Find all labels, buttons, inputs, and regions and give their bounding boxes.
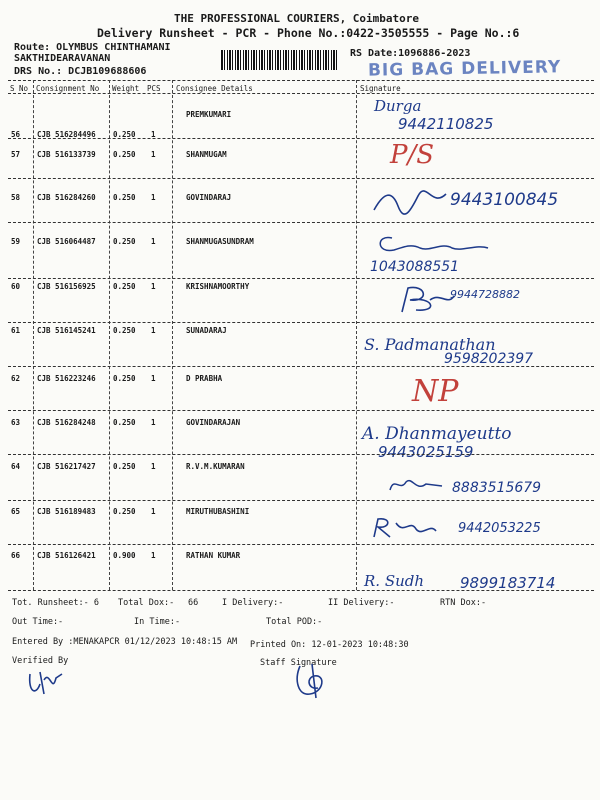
row-sno: 63 (11, 418, 21, 427)
row-pcs: 1 (151, 462, 156, 471)
row-sno: 65 (11, 507, 21, 516)
row-weight: 0.250 (113, 418, 136, 427)
rs-date: RS Date:1096886-2023 (350, 48, 471, 59)
table-top-rule (8, 80, 594, 81)
row-signature: 9442053225 (458, 521, 541, 536)
total-runsheet: Tot. Runsheet:- 6 (12, 598, 99, 608)
row-consignee: PREMKUMARI (186, 110, 232, 119)
row-consignee: R.V.M.KUMARAN (186, 462, 245, 471)
row-pcs: 1 (151, 150, 156, 159)
row-consignment: CJB 516133739 (37, 150, 96, 159)
row-pcs: 1 (151, 282, 156, 291)
row-weight: 0.250 (113, 193, 136, 202)
entered-by: Entered By :MENAKAPCR 01/12/2023 10:48:15 AM (12, 637, 238, 647)
row-sno: 58 (11, 193, 21, 202)
col-sno: S No (10, 84, 29, 93)
row-weight: 0.250 (113, 282, 136, 291)
delivery-boy: SAKTHIDEARAVANAN (14, 53, 111, 64)
barcode (221, 50, 339, 70)
row-consignee: SUNADARAJ (186, 326, 227, 335)
row-consignee: RATHAN KUMAR (186, 551, 241, 560)
row-pcs: 1 (151, 326, 156, 335)
row-consignment: CJB 516126421 (37, 551, 96, 560)
row-sno: 66 (11, 551, 21, 560)
row-signature-name: R. Sudh (364, 572, 425, 590)
row-consignment: CJB 516189483 (37, 507, 96, 516)
signature-scribble (372, 228, 492, 258)
runsheet-title: Delivery Runsheet - PCR - Phone No.:0422-3505555 - Page No.:6 (97, 26, 520, 40)
signature-scribble (396, 282, 456, 318)
row-consignee: KRISHNAMOORTHY (186, 282, 250, 291)
drs-number: DRS No.: DCJB109688606 (14, 66, 147, 77)
row-consignment: CJB 516145241 (37, 326, 96, 335)
col-divider (172, 80, 173, 590)
row-signature: 9944728882 (450, 288, 520, 301)
row-consignee: GOVINDARAJAN (186, 418, 241, 427)
col-consignee: Consignee Details (176, 84, 253, 93)
row-consignee: SHANMUGAM (186, 150, 227, 159)
out-time: Out Time:- (12, 617, 64, 627)
staff-signature: Staff Signature (260, 658, 337, 668)
col-weight: Weight (112, 84, 140, 93)
row-consignment: CJB 516156925 (37, 282, 96, 291)
row-consignment: CJB 516284260 (37, 193, 96, 202)
row-signature: P/S (390, 140, 435, 170)
total-dox-label: Total Dox:- (118, 598, 175, 608)
row-sno: 61 (11, 326, 21, 335)
row-weight: 0.250 (113, 462, 136, 471)
col-divider (109, 80, 110, 590)
signature-scribble (386, 472, 446, 496)
row-signature: 9899183714 (460, 574, 556, 592)
col-pcs: PCS (147, 84, 161, 93)
printed-on: Printed On: 12-01-2023 10:48:30 (250, 640, 409, 650)
big-bag-stamp: BIG BAG DELIVERY (367, 57, 562, 81)
i-delivery: I Delivery:- (222, 598, 284, 608)
row-weight: 0.250 (113, 130, 136, 139)
row-weight: 0.250 (113, 507, 136, 516)
row-sno: 60 (11, 282, 21, 291)
row-consignment: CJB 516284496 (37, 130, 96, 139)
row-pcs: 1 (151, 374, 156, 383)
col-divider (356, 80, 357, 590)
row-pcs: 1 (151, 507, 156, 516)
row-divider (8, 454, 594, 455)
row-signature: 9598202397 (444, 351, 534, 367)
row-signature: 8883515679 (452, 480, 542, 496)
row-pcs: 1 (151, 237, 156, 246)
row-pcs: 1 (151, 551, 156, 560)
row-sno: 59 (11, 237, 21, 246)
row-signature: 9442110825 (398, 115, 494, 133)
row-sno: 57 (11, 150, 21, 159)
row-consignment: CJB 516223246 (37, 374, 96, 383)
verified-by: Verified By (12, 656, 69, 666)
row-sno: 56 (11, 130, 21, 139)
in-time: In Time:- (134, 617, 181, 627)
row-signature: 9443025159 (378, 443, 474, 461)
row-sno: 64 (11, 462, 21, 471)
total-dox-value: 66 (188, 598, 199, 608)
row-signature-name: Durga (374, 97, 422, 115)
total-pod: Total POD:- (266, 617, 323, 627)
row-consignment: CJB 516284248 (37, 418, 96, 427)
row-signature: 9443100845 (450, 190, 559, 210)
row-consignee: D PRABHA (186, 374, 223, 383)
row-consignment: CJB 516064487 (37, 237, 96, 246)
row-consignee: GOVINDARAJ (186, 193, 232, 202)
row-divider (8, 138, 594, 139)
staff-signature-scribble (290, 660, 334, 702)
table-header-rule (8, 93, 594, 94)
row-divider (8, 222, 594, 223)
row-pcs: 1 (151, 130, 156, 139)
row-divider (8, 278, 594, 279)
row-weight: 0.250 (113, 237, 136, 246)
signature-scribble (370, 182, 450, 218)
row-weight: 0.900 (113, 551, 136, 560)
row-weight: 0.250 (113, 326, 136, 335)
ii-delivery: II Delivery:- (328, 598, 395, 608)
verifier-signature (26, 666, 66, 700)
row-divider (8, 500, 594, 501)
row-pcs: 1 (151, 418, 156, 427)
row-weight: 0.250 (113, 374, 136, 383)
row-divider (8, 178, 594, 179)
row-weight: 0.250 (113, 150, 136, 159)
route-label: Route: OLYMBUS CHINTHAMANI (14, 42, 171, 53)
row-divider (8, 366, 594, 367)
rtn-dox: RTN Dox:- (440, 598, 487, 608)
row-sno: 62 (11, 374, 21, 383)
table-bottom-rule (8, 590, 594, 591)
signature-scribble (370, 515, 440, 541)
col-divider (33, 80, 34, 590)
row-consignee: MIRUTHUBASHINI (186, 507, 250, 516)
row-signature: NP (412, 374, 459, 409)
row-divider (8, 322, 594, 323)
row-signature-name: S. Padmanathan (364, 335, 496, 354)
row-consignee: SHANMUGASUNDRAM (186, 237, 254, 246)
row-consignment: CJB 516217427 (37, 462, 96, 471)
col-signature: Signature (360, 84, 401, 93)
row-signature: 1043088551 (370, 259, 460, 275)
row-signature-name: A. Dhanmayeutto (362, 424, 512, 444)
row-pcs: 1 (151, 193, 156, 202)
row-divider (8, 544, 594, 545)
company-title: THE PROFESSIONAL COURIERS, Coimbatore (174, 12, 420, 25)
row-divider (8, 410, 594, 411)
col-consignment: Consignment No (36, 84, 100, 93)
